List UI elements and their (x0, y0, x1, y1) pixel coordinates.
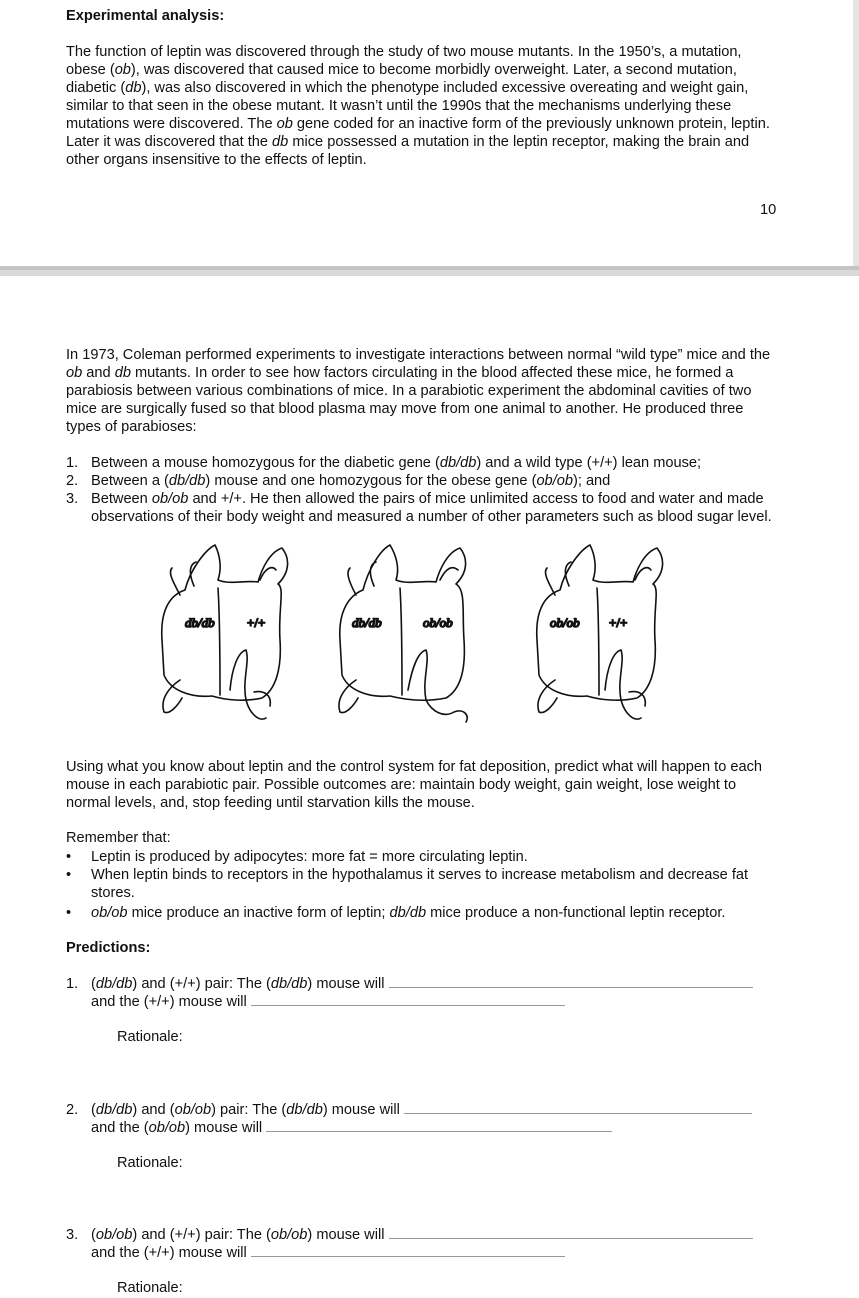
prediction-2: 2. (db/db) and (ob/ob) pair: The (db/db) mouse will and the (ob/ob) mouse will Rationale: (66, 1101, 778, 1172)
coleman-paragraph: In 1973, Coleman performed experiments to investigate interactions between normal “wild type” mice and the ob and db mutants. In order to see how factors circulating in the blood affected these mice, he formed a parabiosis between various combinations of mice. In a parabiotic experiment the abdominal cavities of two mice are surgically fused so that blood plasma may move from one animal to another. He produced three types of parabioses: (66, 347, 771, 435)
page-number: 10 (760, 202, 777, 218)
prediction-1: 1. (db/db) and (+/+) pair: The (db/db) mouse will and the (+/+) mouse will Rationale: (66, 975, 778, 1046)
answer-line[interactable] (404, 1112, 752, 1114)
rationale-label: Rationale: (117, 1280, 183, 1296)
mouse-pair-1 (162, 545, 288, 719)
pair1-left-label: db/db (185, 615, 215, 630)
remember-list (66, 848, 778, 922)
pair2-left-label: db/db (352, 615, 382, 630)
pair2-right-label: ob/ob (423, 615, 453, 630)
task-paragraph: Using what you know about leptin and the control system for fat deposition, predict what will happen to each mouse in each parabiotic pair. Possible outcomes are: maintain body weight, gain weight, lose weight to normal levels, and, stop feeding until starvation kills the mouse. (66, 759, 763, 811)
parabiosis-figure (150, 540, 670, 740)
prediction-3: 3. (ob/ob) and (+/+) pair: The (ob/ob) mouse will and the (+/+) mouse will Rationale: (66, 1226, 778, 1297)
list-item: 3. Between ob/ob and +/+. He then allowed the pairs of mice unlimited access to food and water and made observations of their body weight and measured a number of other parameters such as blood sugar level. (66, 491, 772, 525)
list-item: • ob/ob mice produce an inactive form of leptin; db/db mice produce a non-functional leptin receptor. (66, 905, 726, 921)
page-edge-shadow (853, 0, 859, 266)
pair3-right-label: +/+ (609, 615, 628, 630)
pair1-right-label: +/+ (247, 615, 266, 630)
answer-line[interactable] (266, 1130, 612, 1132)
mouse-pair-2 (339, 545, 467, 722)
list-item: • Leptin is produced by adipocytes: more fat = more circulating leptin. (66, 849, 528, 865)
section-heading: Experimental analysis: (66, 8, 225, 24)
page-break-shadow (0, 266, 859, 270)
mouse-pair-3 (537, 545, 663, 719)
page-top (0, 0, 855, 266)
pair3-left-label: ob/ob (550, 615, 580, 630)
list-item: 2. Between a (db/db) mouse and one homozygous for the obese gene (ob/ob); and (66, 473, 611, 489)
rationale-label: Rationale: (117, 1029, 183, 1045)
answer-line[interactable] (251, 1004, 565, 1006)
predictions-heading: Predictions: (66, 940, 151, 956)
rationale-label: Rationale: (117, 1155, 183, 1171)
parabiosis-list (66, 454, 778, 526)
answer-line[interactable] (251, 1255, 565, 1257)
remember-intro: Remember that: (66, 830, 171, 846)
answer-line[interactable] (389, 1237, 753, 1239)
answer-line[interactable] (389, 986, 753, 988)
list-item: • When leptin binds to receptors in the hypothalamus it serves to increase metabolism and decrease fat stores. (66, 867, 749, 901)
intro-paragraph: The function of leptin was discovered through the study of two mouse mutants. In the 1950’s, a mutation, obese (ob), was discovered that caused mice to become morbidly overweight. Later, a second mutation, diabetic (db), was also discovered in which the phenotype included excessive overeating and weight gain, similar to that seen in the obese mutant. It wasn’t until the 1990s that the mechanisms underlying these mutations were discovered. The ob gene coded for an inactive form of the previously unknown protein, leptin. Later it was discovered that the db mice possessed a mutation in the leptin receptor, making the brain and other organs insensitive to the effects of leptin. (66, 44, 770, 168)
list-item: 1. Between a mouse homozygous for the diabetic gene (db/db) and a wild type (+/+) lean mouse; (66, 455, 702, 471)
